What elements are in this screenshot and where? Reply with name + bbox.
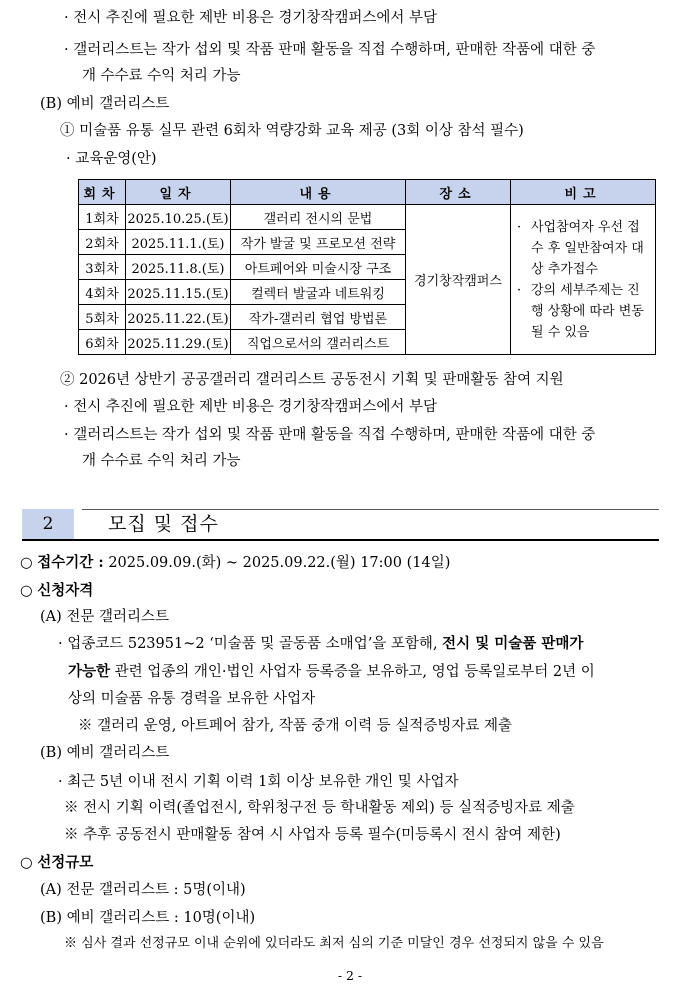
top-bullet-2-cont: 개 수수료 수익 처리 가능	[82, 68, 241, 84]
section-header	[22, 509, 659, 539]
date-cell: 2025.11.15.(토)	[126, 280, 231, 305]
scale-heading-line	[20, 853, 93, 873]
page-number: - 2 -	[337, 968, 363, 983]
content-cell: 작가-갤러리 협업 방법론	[231, 305, 406, 330]
elig-a-bold: 전시 및 미술품 판매가	[442, 635, 584, 652]
date-cell: 2025.11.29.(토)	[126, 330, 231, 355]
education-schedule-table	[78, 179, 656, 355]
content-cell: 컬렉터 발굴과 네트워킹	[231, 280, 406, 305]
elig-a-bold-2: 가능한	[68, 663, 111, 680]
eligibility-heading: 신청자격	[37, 582, 94, 599]
content-cell: 아트페어와 미술시장 구조	[231, 255, 406, 280]
item2-bullet-1: · 전시 추진에 필요한 제반 비용은 경기창작캠퍼스에서 부담	[64, 399, 438, 415]
table-row	[79, 205, 656, 230]
top-bullet-1: · 전시 추진에 필요한 제반 비용은 경기창작캠퍼스에서 부담	[64, 10, 438, 26]
session-cell: 3회차	[79, 255, 126, 280]
table-header-row	[79, 180, 656, 205]
content-cell: 직업으로서의 갤러리스트	[231, 330, 406, 355]
eligibility-heading-line	[20, 581, 93, 601]
period-label: 접수기간 :	[37, 554, 104, 571]
date-cell: 2025.11.22.(토)	[126, 305, 231, 330]
note-text: 강의 세부주제는 진행 상황에 따라 변동될 수 있음	[531, 282, 644, 340]
date-cell: 2025.11.8.(토)	[126, 255, 231, 280]
period-value: 2025.09.09.(화) ~ 2025.09.22.(월) 17:00 (14일)	[108, 555, 451, 571]
header-session: 회차	[79, 180, 126, 205]
session-cell: 1회차	[79, 205, 126, 230]
elig-b-note-2: ※ 추후 공동전시 판매활동 참여 시 사업자 등록 필수(미등록시 전시 참여 제한)	[64, 827, 561, 843]
section-number: 2	[22, 509, 74, 539]
elig-b-heading: (B) 예비 갤러리스트	[40, 745, 170, 761]
place-cell: 경기창작캠퍼스	[406, 205, 511, 355]
prelim-item-1: ① 미술품 유통 실무 관련 6회차 역량강화 교육 제공 (3회 이상 참석 필수)	[60, 123, 524, 139]
date-cell: 2025.11.1.(토)	[126, 230, 231, 255]
scale-heading: 선정규모	[37, 854, 94, 871]
note-item: · 강의 세부주제는 진행 상황에 따라 변동될 수 있음	[517, 280, 649, 343]
section-bottom-rule	[22, 539, 659, 541]
notes-cell	[511, 205, 656, 355]
circle-bullet: ○	[20, 855, 33, 871]
header-date: 일자	[126, 180, 231, 205]
elig-a-heading: (A) 전문 갤러리스트	[40, 609, 170, 625]
prelim-heading: (B) 예비 갤러리스트	[40, 96, 170, 112]
note-text: 사업참여자 우선 접수 후 일반참여자 대상 추가접수	[531, 219, 644, 277]
scale-note: ※ 심사 결과 선정규모 이내 순위에 있더라도 최저 심의 기준 미달인 경우 선정되지 않을 수 있음	[64, 936, 604, 951]
circle-bullet: ○	[20, 583, 33, 599]
elig-a-text-2: 관련 업종의 개인·법인 사업자 등록증을 보유하고, 영업 등록일로부터 2년 이	[110, 664, 595, 680]
period-line	[20, 553, 450, 573]
session-cell: 5회차	[79, 305, 126, 330]
header-place: 장소	[406, 180, 511, 205]
circle-bullet: ○	[20, 555, 33, 571]
elig-a-line-1	[58, 634, 583, 654]
note-item: · 사업참여자 우선 접수 후 일반참여자 대상 추가접수	[517, 217, 649, 280]
header-notes: 비고	[511, 180, 656, 205]
elig-b-note-1: ※ 전시 기획 이력(졸업전시, 학위청구전 등 학내활동 제외) 등 실적증빙자료 제출	[64, 800, 575, 816]
date-cell: 2025.10.25.(토)	[126, 205, 231, 230]
elig-b-line-1: · 최근 5년 이내 전시 기획 이력 1회 이상 보유한 개인 및 사업자	[58, 774, 459, 790]
item2-bullet-2-cont: 개 수수료 수익 처리 가능	[82, 453, 241, 469]
elig-a-line-3: 상의 미술품 유통 경력을 보유한 사업자	[68, 691, 316, 707]
session-cell: 2회차	[79, 230, 126, 255]
session-cell: 4회차	[79, 280, 126, 305]
elig-a-line-2	[68, 662, 595, 682]
session-cell: 6회차	[79, 330, 126, 355]
scale-a: (A) 전문 갤러리스트 : 5명(이내)	[40, 882, 246, 898]
content-cell: 갤러리 전시의 문법	[231, 205, 406, 230]
scale-b: (B) 예비 갤러리스트 : 10명(이내)	[40, 910, 256, 926]
content-cell: 작가 발굴 및 프로모션 전략	[231, 230, 406, 255]
section-title: 모집 및 접수	[108, 513, 219, 535]
prelim-item-2: ② 2026년 상반기 공공갤러리 갤러리스트 공동전시 기획 및 판매활동 참여 지원	[60, 372, 564, 388]
top-bullet-2: · 갤러리스트는 작가 섭외 및 작품 판매 활동을 직접 수행하며, 판매한 작품에 대한 중	[64, 42, 596, 58]
item2-bullet-2: · 갤러리스트는 작가 섭외 및 작품 판매 활동을 직접 수행하며, 판매한 작품에 대한 중	[64, 427, 596, 443]
elig-a-note: ※ 갤러리 운영, 아트페어 참가, 작품 중개 이력 등 실적증빙자료 제출	[78, 718, 512, 734]
prelim-plan: · 교육운영(안)	[66, 151, 157, 167]
elig-a-text: · 업종코드 523951~2 ‘미술품 및 골동품 소매업’을 포함해,	[58, 636, 443, 652]
header-content: 내용	[231, 180, 406, 205]
